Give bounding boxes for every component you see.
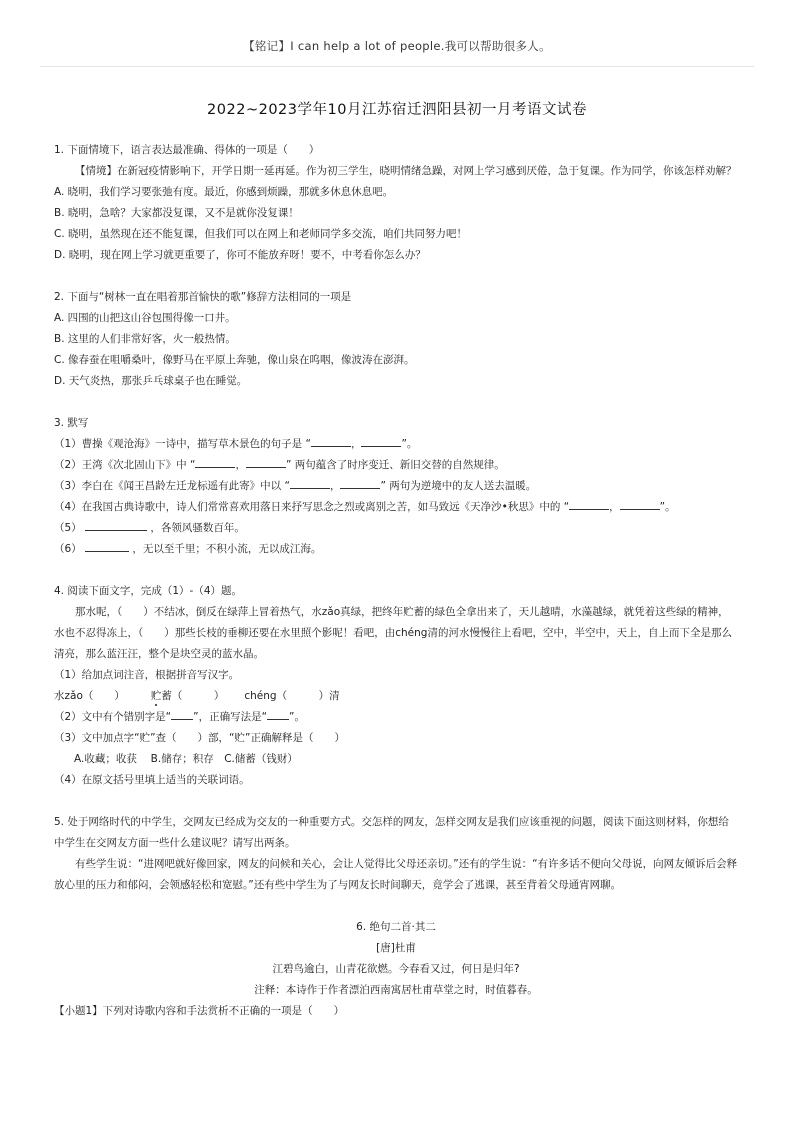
line-text: ， xyxy=(609,501,620,513)
answer-blank[interactable] xyxy=(85,540,129,552)
answer-blank[interactable] xyxy=(620,498,660,510)
page-title: 2022~2023学年10月江苏宿迁泗阳县初一月考语文试卷 xyxy=(207,102,587,118)
dictation-line-2 xyxy=(54,455,738,476)
line-text: ”。 xyxy=(289,711,305,723)
dictation-line-1 xyxy=(54,434,738,455)
line-text: （2）王湾《次北固山下》中 “ xyxy=(54,459,196,471)
option-b: B. 这里的人们非常好客，火一般热情。 xyxy=(54,333,236,345)
line-text: ” 两句蕴含了时序变迁、新旧交替的自然规律。 xyxy=(285,459,505,471)
sub-question-4: （4）在原文括号里填上适当的关联词语。 xyxy=(54,774,250,786)
dictation-line-5 xyxy=(54,518,738,539)
pinyin-item: 水zǎo（ ） xyxy=(54,690,125,702)
sub-question-3-options: A.收藏；收获 B.储存；积存 C.储蓄（钱财） xyxy=(74,753,298,765)
line-text: ”。 xyxy=(401,438,418,450)
question-2 xyxy=(54,287,738,392)
pinyin-item: chéng（ ）清 xyxy=(244,690,340,702)
answer-blank[interactable] xyxy=(361,435,401,447)
sub-question-2 xyxy=(54,707,738,728)
option-c: C. 晓明，虽然现在还不能复课，但我们可以在网上和老师同学多交流，咱们共同努力吧！ xyxy=(54,228,468,240)
line-text: ， xyxy=(329,480,341,492)
question-1 xyxy=(54,140,738,266)
line-text: ， xyxy=(350,438,362,450)
answer-blank[interactable] xyxy=(267,708,289,720)
poem-text: 江碧鸟逾白，山青花欲燃。今春看又过，何日是归年? xyxy=(272,963,520,975)
answer-blank[interactable] xyxy=(246,456,286,468)
line-text: （1）曹操《观沧海》一诗中，描写草木景色的句子是 “ xyxy=(54,438,311,450)
line-text: ”。 xyxy=(659,501,676,513)
dictation-line-3 xyxy=(54,476,738,497)
option-a: A. 晓明，我们学习要张弛有度。最近，你感到烦躁，那就多休息休息吧。 xyxy=(54,186,394,198)
question-4 xyxy=(54,581,738,791)
line-text: ，各领风骚数百年。 xyxy=(150,522,245,534)
question-stem: 4. 阅读下面文字，完成（1）-（4）题。 xyxy=(54,585,243,597)
question-3 xyxy=(54,413,738,560)
line-text: ”，正确写法是“ xyxy=(193,711,268,723)
pinyin-row xyxy=(54,686,738,707)
dotted-character: 贮 xyxy=(150,690,162,702)
poem-author: [唐]杜甫 xyxy=(376,942,416,954)
option-c: C. 像春蚕在咀嚼桑叶，像野马在平原上奔驰，像山泉在呜咽，像波涛在澎湃。 xyxy=(54,354,415,366)
sub-question-1: 【小题1】下列对诗歌内容和手法赏析不正确的一项是（ ） xyxy=(54,1005,345,1017)
header-motto: 【铭记】I can help a lot of people.我可以帮助很多人。 xyxy=(243,39,551,53)
question-stem: 1. 下面情境下，语言表达最准确、得体的一项是（ ） xyxy=(54,144,320,156)
question-5 xyxy=(54,812,738,896)
answer-blank[interactable] xyxy=(290,477,330,489)
pinyin-item: 蓄（ ） xyxy=(161,690,225,702)
answer-blank[interactable] xyxy=(340,477,380,489)
option-b: B. 晓明，急啥？大家都没复课，又不是就你没复课！ xyxy=(54,207,299,219)
option-d: D. 天气炎热，那张乒乓球桌子也在睡觉。 xyxy=(54,375,248,387)
answer-blank[interactable] xyxy=(311,435,351,447)
sub-question-1: （1）给加点词注音，根据拼音写汉字。 xyxy=(54,669,240,681)
option-a: A. 四围的山把这山谷包围得像一口井。 xyxy=(54,312,236,324)
answer-blank[interactable] xyxy=(195,456,235,468)
line-text: ，无以至千里；不积小流，无以成江海。 xyxy=(132,543,322,555)
sub-question-3: （3）文中加点字“贮”查（ ）部，“贮”正确解释是（ ） xyxy=(54,732,345,744)
line-text: （6） xyxy=(54,543,82,555)
poem-note: 注释：本诗作于作者漂泊西南寓居杜甫草堂之时，时值暮春。 xyxy=(254,984,538,996)
line-text: ” 两句为逆境中的友人送去温暖。 xyxy=(380,480,537,492)
line-text: （5） xyxy=(54,522,82,534)
exam-content xyxy=(54,140,738,1022)
line-text: （4）在我国古典诗歌中，诗人们常常喜欢用落日来抒写思念之烈或离别之苦，如马致远《天净沙•秋思》中的 “ xyxy=(54,501,570,513)
header-divider xyxy=(40,66,754,67)
answer-blank[interactable] xyxy=(569,498,609,510)
answer-blank[interactable] xyxy=(171,708,193,720)
dictation-line-4 xyxy=(54,497,738,518)
poem-title: 6. 绝句二首·其二 xyxy=(356,921,436,933)
dictation-line-6 xyxy=(54,539,738,560)
line-text: （2）文中有个错别字是“ xyxy=(54,711,172,723)
question-context: 【情境】在新冠疫情影响下，开学日期一延再延。作为初三学生，晓明情绪急躁，对网上学习感到厌倦，急于复课。作为同学，你该怎样劝解？ xyxy=(75,165,737,177)
line-text: （3）李白在《闻王昌龄左迁龙标遥有此寄》中以 “ xyxy=(54,480,290,492)
reading-material: 有些学生说：“进网吧就好像回家，网友的问候和关心，会让人觉得比父母还亲切。”还有的学生说：“有许多话不便向父母说，向网友倾诉后会释放心里的压力和郁闷，会领感轻松和宽慰。”还有些中学生为了与网友长时间聊天，竟学会了逃课，甚至背着父母通宵网聊。 xyxy=(54,858,738,891)
question-stem: 5. 处于网络时代的中学生，交网友已经成为交友的一种重要方式。交怎样的网友，怎样交网友是我们应该重视的问题，阅读下面这则材料，你想给中学生在交网友方面一些什么建议呢？请写出两条。 xyxy=(54,816,729,849)
question-6 xyxy=(54,917,738,1022)
question-stem: 2. 下面与“树林一直在唱着那首愉快的歌”修辞方法相同的一项是 xyxy=(54,291,352,303)
reading-passage: 那水呢，（ ）不结冰，倒反在绿萍上冒着热气，水zǎo真绿，把终年贮蓄的绿色全拿出来了，天儿越晴，水藻越绿，就凭着这些绿的精神，水也不忍得冻上，（ ）那些长枝的垂柳还要在水里照个影呢！看吧，由chéng清的河水慢慢往上看吧，空中，半空中，天上，自上而下全是那么清亮，那么蓝汪汪，整个是块空灵的蓝水晶。 xyxy=(54,606,732,660)
question-stem: 3. 默写 xyxy=(54,417,89,429)
line-text: ， xyxy=(235,459,246,471)
option-d: D. 晓明，现在网上学习就更重要了，你可不能放弃呀！要不，中考看你怎么办？ xyxy=(54,249,426,261)
answer-blank[interactable] xyxy=(85,519,147,531)
